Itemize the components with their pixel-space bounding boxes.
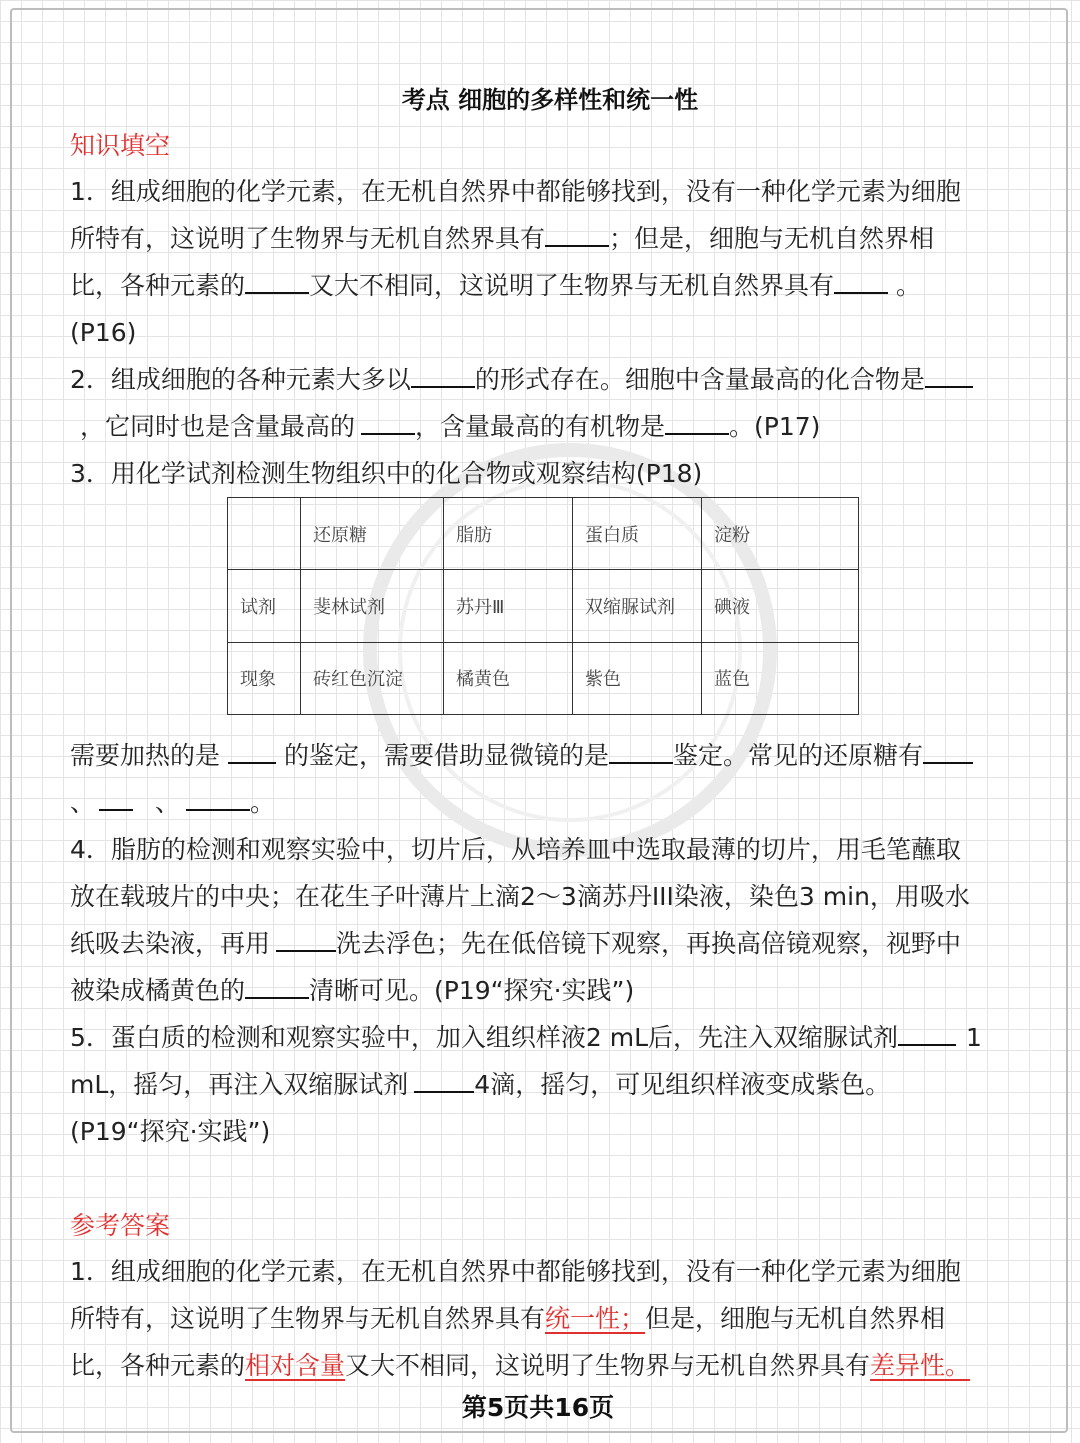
question-3-followup — [70, 732, 1010, 826]
table-cell: 淀粉 — [702, 498, 859, 570]
q5-page-ref: (P19“探究·实践”) — [70, 1117, 271, 1146]
fill-blank[interactable] — [609, 732, 673, 764]
q1-text: 又大不相同，这说明了生物界与无机自然界具有 — [309, 271, 835, 300]
page-number: 第5页共16页 — [461, 1393, 615, 1422]
fill-blank[interactable] — [923, 732, 973, 764]
q4-text: 洗去浮色；先在低倍镜下观察，再换高倍镜观察，视野中 — [336, 929, 962, 958]
fill-blank[interactable] — [186, 779, 250, 811]
q3b-text: 需要加热的是 — [70, 741, 221, 770]
table-cell: 还原糖 — [301, 498, 444, 570]
table-row — [228, 642, 859, 714]
a1-text: 但是，细胞与无机自然界相 — [645, 1304, 946, 1333]
answer-text: 差异性。 — [870, 1351, 971, 1380]
q4-text: 纸吸去染液，再用 — [70, 929, 271, 958]
q4-text: 被染成橘黄色的 — [70, 976, 246, 1005]
table-cell: 碘液 — [702, 570, 859, 642]
q3b-line1 — [70, 732, 1010, 779]
q5-text: mL，摇匀，再注入双缩脲试剂 — [70, 1070, 409, 1099]
reagent-table — [227, 497, 859, 715]
fill-blank[interactable] — [228, 732, 276, 764]
table-cell: 紫色 — [573, 642, 702, 714]
q4-line4 — [70, 967, 1010, 1014]
table-cell: 双缩脲试剂 — [573, 570, 702, 642]
fill-blank[interactable] — [245, 967, 309, 999]
section-answer-heading: 参考答案 — [70, 1211, 171, 1240]
q2-text: ，它同时也是含量最高的 — [80, 412, 356, 441]
q1-line2 — [70, 215, 1010, 262]
q1-line1: 1．组成细胞的化学元素，在无机自然界中都能够找到，没有一种化学元素为细胞 — [70, 177, 961, 206]
a1-line3 — [70, 1342, 1010, 1389]
fill-blank[interactable] — [276, 920, 336, 952]
table-cell — [228, 498, 301, 570]
fill-blank[interactable] — [99, 779, 133, 811]
answer-text: 统一性； — [545, 1304, 646, 1333]
fill-blank[interactable] — [414, 1061, 474, 1093]
q1-line3 — [70, 262, 1010, 309]
a1-text: 又大不相同，这说明了生物界与无机自然界具有 — [345, 1351, 871, 1380]
table-cell: 苏丹Ⅲ — [444, 570, 573, 642]
q4-line3 — [70, 920, 1010, 967]
q5-text: 5．蛋白质的检测和观察实验中，加入组织样液2 mL后，先注入双缩脲试剂 — [70, 1023, 899, 1052]
fill-blank[interactable] — [361, 403, 415, 435]
table-cell: 砖红色沉淀 — [301, 642, 444, 714]
table-cell: 蛋白质 — [573, 498, 702, 570]
table-cell: 蓝色 — [702, 642, 859, 714]
question-5 — [70, 1014, 1010, 1155]
table-row — [228, 570, 859, 642]
fill-blank[interactable] — [925, 356, 973, 388]
a1-text: 所特有，这说明了生物界与无机自然界具有 — [70, 1304, 546, 1333]
section-fill-heading: 知识填空 — [70, 131, 171, 160]
q5-text: 1 — [966, 1023, 982, 1052]
table-cell: 橘黄色 — [444, 642, 573, 714]
table-header-row — [228, 498, 859, 570]
q5-line1 — [70, 1014, 1010, 1061]
answer-1 — [70, 1248, 1010, 1389]
q1-page-ref: (P16) — [70, 318, 137, 347]
table-cell: 试剂 — [228, 570, 301, 642]
question-3 — [70, 450, 1010, 497]
q5-line2 — [70, 1061, 1010, 1108]
q3-line1: 3．用化学试剂检测生物组织中的化合物或观察结构(P18) — [70, 459, 703, 488]
question-2 — [70, 356, 1010, 450]
a1-line1: 1．组成细胞的化学元素，在无机自然界中都能够找到，没有一种化学元素为细胞 — [70, 1257, 961, 1286]
question-1 — [70, 168, 1010, 356]
q4-text: 清晰可见。(P19“探究·实践”) — [309, 976, 635, 1005]
q2-text: 的形式存在。细胞中含量最高的化合物是 — [474, 365, 925, 394]
q2-line1 — [70, 356, 1010, 403]
q2-text: ，含量最高的有机物是 — [415, 412, 666, 441]
answer-text: 相对含量 — [245, 1351, 346, 1380]
q3b-text: 鉴定。常见的还原糖有 — [673, 741, 924, 770]
q4-line2: 放在载玻片的中央；在花生子叶薄片上滴2～3滴苏丹III染液，染色3 min，用吸水 — [70, 882, 970, 911]
q3b-text: 的鉴定，需要借助显微镜的是 — [284, 741, 610, 770]
table-cell: 现象 — [228, 642, 301, 714]
q1-text: 。 — [888, 271, 921, 300]
q3b-text: 。 — [250, 788, 276, 817]
q2-line2 — [70, 403, 1010, 450]
q1-text: 比，各种元素的 — [70, 271, 246, 300]
table-cell: 斐林试剂 — [301, 570, 444, 642]
question-4 — [70, 826, 1010, 1014]
q5-text: 4滴，摇匀，可见组织样液变成紫色。 — [474, 1070, 891, 1099]
fill-blank[interactable] — [245, 262, 309, 294]
q3b-text: 、 — [155, 788, 181, 817]
a1-line2 — [70, 1295, 1010, 1342]
q4-line1: 4．脂肪的检测和观察实验中，切片后，从培养皿中选取最薄的切片，用毛笔蘸取 — [70, 835, 961, 864]
a1-text: 比，各种元素的 — [70, 1351, 246, 1380]
q3b-line2 — [70, 779, 1010, 826]
q1-text: 所特有，这说明了生物界与无机自然界具有 — [70, 224, 546, 253]
fill-blank[interactable] — [665, 403, 729, 435]
fill-blank[interactable] — [834, 262, 888, 294]
table-cell: 脂肪 — [444, 498, 573, 570]
q3b-text: 、 — [70, 788, 96, 817]
q1-text: ；但是，细胞与无机自然界相 — [609, 224, 935, 253]
q2-text: 。(P17) — [729, 412, 821, 441]
page-title: 考点 细胞的多样性和统一性 — [401, 86, 699, 114]
fill-blank[interactable] — [411, 356, 475, 388]
fill-blank[interactable] — [545, 215, 609, 247]
fill-blank[interactable] — [898, 1014, 956, 1046]
q2-text: 2．组成细胞的各种元素大多以 — [70, 365, 411, 394]
